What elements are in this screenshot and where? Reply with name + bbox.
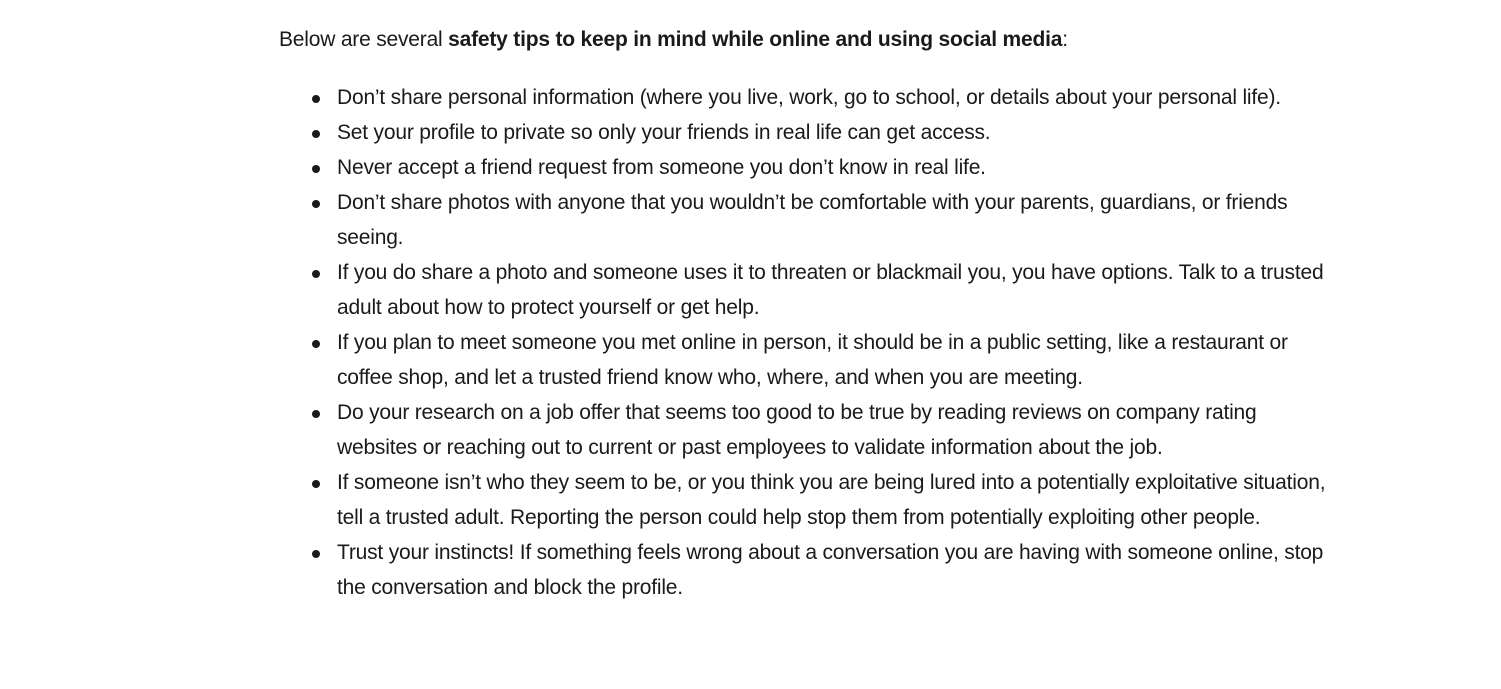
list-item [279, 185, 1359, 255]
list-item [279, 395, 1359, 465]
bullet-icon [312, 95, 320, 103]
list-item [279, 535, 1359, 605]
list-item-text: If you plan to meet someone you met online in person, it should be in a public setting, like a restaurant or coffee shop, and let a trusted friend know who, where, and when you are meeting. [337, 331, 1288, 389]
intro-paragraph [279, 22, 1359, 57]
list-item-text: Don’t share photos with anyone that you wouldn’t be comfortable with your parents, guardians, or friends seeing. [337, 191, 1288, 249]
list-item-text: Set your profile to private so only your friends in real life can get access. [337, 121, 991, 144]
intro-suffix: : [1062, 28, 1068, 51]
list-item [279, 150, 1359, 185]
list-item-text: If you do share a photo and someone uses it to threaten or blackmail you, you have options. Talk to a trusted adult about how to protect yourself or get help. [337, 261, 1324, 319]
bullet-icon [312, 410, 320, 418]
list-item-text: Don’t share personal information (where you live, work, go to school, or details about your personal life). [337, 86, 1281, 109]
list-item [279, 465, 1359, 535]
bullet-icon [312, 130, 320, 138]
list-item-text: Never accept a friend request from someone you don’t know in real life. [337, 156, 986, 179]
bullet-icon [312, 200, 320, 208]
list-item [279, 80, 1359, 115]
list-item-text: If someone isn’t who they seem to be, or you think you are being lured into a potentially exploitative situation, tell a trusted adult. Reporting the person could help stop them from potentially exploiting other people. [337, 471, 1326, 529]
bullet-icon [312, 480, 320, 488]
bullet-icon [312, 550, 320, 558]
list-item [279, 325, 1359, 395]
bullet-icon [312, 270, 320, 278]
list-item-text: Trust your instincts! If something feels wrong about a conversation you are having with someone online, stop the conversation and block the profile. [337, 541, 1324, 599]
bullet-icon [312, 165, 320, 173]
article-content [279, 22, 1359, 605]
safety-tips-list [279, 80, 1359, 605]
list-item-text: Do your research on a job offer that seems too good to be true by reading reviews on company rating websites or reaching out to current or past employees to validate information about the job. [337, 401, 1257, 459]
list-item [279, 255, 1359, 325]
list-item [279, 115, 1359, 150]
bullet-icon [312, 340, 320, 348]
intro-bold-phrase: safety tips to keep in mind while online and using social media [448, 28, 1063, 51]
intro-prefix: Below are several [279, 28, 449, 51]
